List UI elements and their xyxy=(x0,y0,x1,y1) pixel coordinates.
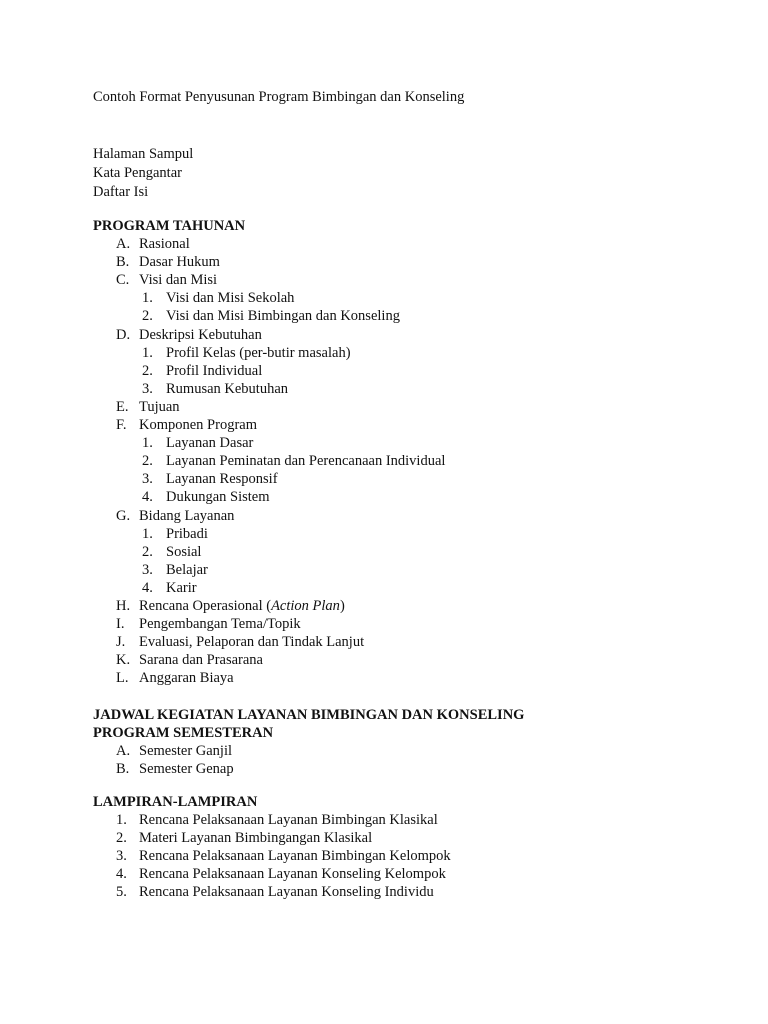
program-item-marker: I. xyxy=(116,616,125,632)
lampiran-item-label: Rencana Pelaksanaan Layanan Konseling Kelompok xyxy=(139,866,446,882)
program-subitem-marker: 1. xyxy=(142,345,153,361)
front-matter-item: Kata Pengantar xyxy=(93,165,182,181)
lampiran-item-marker: 2. xyxy=(116,830,127,846)
program-subitem-label: Profil Kelas (per-butir masalah) xyxy=(166,345,351,361)
program-subitem-label: Visi dan Misi Sekolah xyxy=(166,290,295,306)
program-subitem-label: Rumusan Kebutuhan xyxy=(166,381,289,397)
program-item-marker: K. xyxy=(116,652,131,668)
program-subitem-label: Karir xyxy=(166,580,197,596)
front-matter-item: Daftar Isi xyxy=(93,184,149,200)
program-subitem-marker: 3. xyxy=(142,471,153,487)
section-heading-program-tahunan: PROGRAM TAHUNAN xyxy=(93,218,246,234)
program-item-label: Rasional xyxy=(139,236,190,252)
program-subitem-label: Dukungan Sistem xyxy=(166,489,270,505)
program-subitem-label: Sosial xyxy=(166,544,202,560)
jadwal-item-label: Semester Genap xyxy=(139,761,234,777)
program-item-label: Bidang Layanan xyxy=(139,508,235,524)
program-item-marker: H. xyxy=(116,598,131,614)
program-item-label: Evaluasi, Pelaporan dan Tindak Lanjut xyxy=(139,634,365,650)
program-subitem-marker: 3. xyxy=(142,381,153,397)
program-subitem-label: Layanan Dasar xyxy=(166,435,254,451)
program-subitem-marker: 2. xyxy=(142,453,153,469)
program-item-marker: B. xyxy=(116,254,130,270)
program-item-marker: E. xyxy=(116,399,129,415)
program-item-marker: J. xyxy=(116,634,126,650)
program-item-label: Sarana dan Prasarana xyxy=(139,652,263,668)
program-subitem-marker: 3. xyxy=(142,562,153,578)
section-heading-jadwal: JADWAL KEGIATAN LAYANAN BIMBINGAN DAN KONSELING xyxy=(93,707,525,723)
program-item-label: Visi dan Misi xyxy=(139,272,218,288)
program-subitem-marker: 1. xyxy=(142,435,153,451)
jadwal-item-label: Semester Ganjil xyxy=(139,743,233,759)
document-title: Contoh Format Penyusunan Program Bimbingan dan Konseling xyxy=(93,89,465,105)
lampiran-item-label: Rencana Pelaksanaan Layanan Bimbingan Kelompok xyxy=(139,848,451,864)
front-matter-item: Halaman Sampul xyxy=(93,146,194,162)
program-subitem-marker: 2. xyxy=(142,363,153,379)
program-item-label-italic: Action Plan xyxy=(271,598,340,614)
program-item-marker: G. xyxy=(116,508,131,524)
program-item-label-text: Rencana Operasional ( xyxy=(139,598,272,614)
jadwal-item-marker: B. xyxy=(116,761,130,777)
lampiran-item-label: Rencana Pelaksanaan Layanan Konseling Individu xyxy=(139,884,434,900)
program-item-label xyxy=(139,597,345,615)
program-subitem-label: Profil Individual xyxy=(166,363,263,379)
program-item-marker: L. xyxy=(116,670,129,686)
program-item-marker: D. xyxy=(116,327,131,343)
program-subitem-marker: 1. xyxy=(142,526,153,542)
program-subitem-label: Layanan Peminatan dan Perencanaan Individual xyxy=(166,453,446,469)
lampiran-item-marker: 4. xyxy=(116,866,127,882)
program-subitem-marker: 1. xyxy=(142,290,153,306)
program-subitem-marker: 4. xyxy=(142,580,153,596)
program-subitem-marker: 4. xyxy=(142,489,153,505)
jadwal-item-marker: A. xyxy=(116,743,131,759)
lampiran-item-label: Materi Layanan Bimbingangan Klasikal xyxy=(139,830,373,846)
program-item-label: Dasar Hukum xyxy=(139,254,220,270)
section-heading-lampiran: LAMPIRAN-LAMPIRAN xyxy=(93,794,258,810)
program-subitem-label: Pribadi xyxy=(166,526,208,542)
lampiran-item-marker: 3. xyxy=(116,848,127,864)
program-subitem-marker: 2. xyxy=(142,308,153,324)
program-item-label: Pengembangan Tema/Topik xyxy=(139,616,301,632)
program-subitem-label: Layanan Responsif xyxy=(166,471,278,487)
program-item-label: Tujuan xyxy=(139,399,180,415)
program-item-label: Komponen Program xyxy=(139,417,257,433)
program-item-marker: A. xyxy=(116,236,131,252)
program-item-marker: F. xyxy=(116,417,127,433)
program-subitem-marker: 2. xyxy=(142,544,153,560)
lampiran-item-label: Rencana Pelaksanaan Layanan Bimbingan Klasikal xyxy=(139,812,438,828)
section-heading-jadwal-line2: PROGRAM SEMESTERAN xyxy=(93,725,274,741)
program-item-label: Anggaran Biaya xyxy=(139,670,234,686)
lampiran-item-marker: 1. xyxy=(116,812,127,828)
program-item-label-suffix: ) xyxy=(339,598,345,614)
program-item-marker: C. xyxy=(116,272,130,288)
program-item-label: Deskripsi Kebutuhan xyxy=(139,327,262,343)
lampiran-item-marker: 5. xyxy=(116,884,127,900)
program-subitem-label: Visi dan Misi Bimbingan dan Konseling xyxy=(166,308,400,324)
program-subitem-label: Belajar xyxy=(166,562,208,578)
